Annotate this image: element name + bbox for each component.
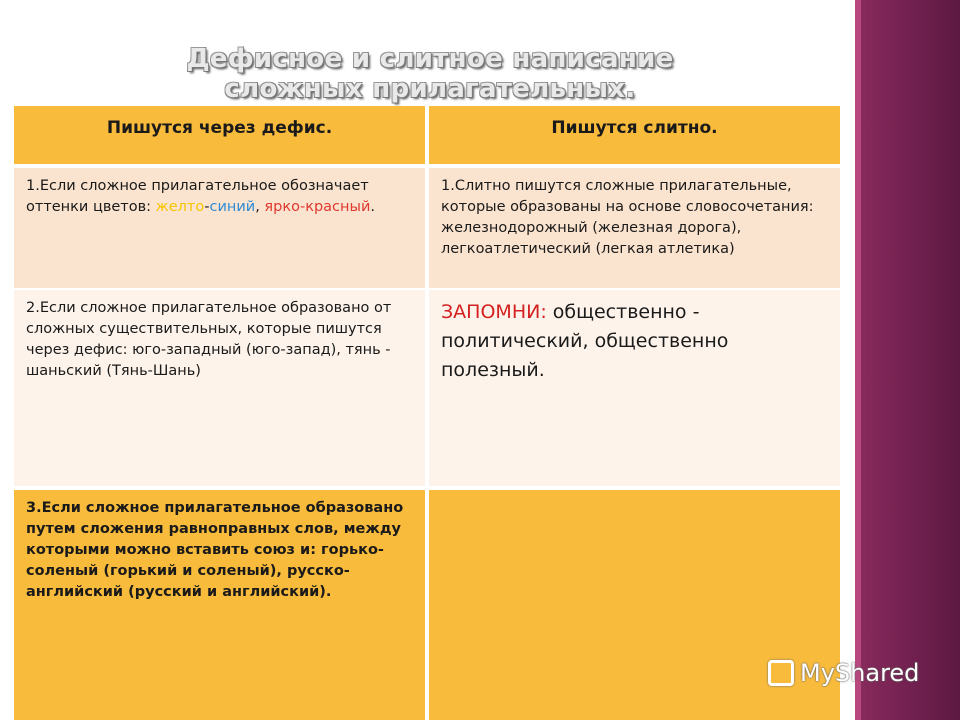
row2-left-cell: 2.Если сложное прилагательное образовано от сложных существительных, которые пишутся через дефис: юго-западный (юго-запад), тянь - шаньский (Тянь-Шань) [14, 290, 425, 486]
row2-right-cell [429, 290, 840, 486]
example-dash: - [204, 199, 210, 215]
row1-left-text: 1.Если сложное прилагательное обозначает оттенки цветов: [26, 178, 369, 215]
sidebar-stripe [855, 0, 861, 720]
row1-left-end: . [370, 199, 375, 215]
example-red: ярко-красный [264, 199, 371, 215]
header-solid: Пишутся слитно. [429, 106, 840, 164]
sidebar-decoration [855, 0, 960, 720]
rules-table [14, 106, 840, 720]
example-blue: синий [209, 199, 256, 215]
presentation-icon [768, 660, 794, 686]
remember-text: общественно - политический, общественно полезный. [441, 301, 729, 381]
example-yellow: желто [155, 199, 205, 215]
example-comma: , [255, 199, 265, 215]
row3-left-cell: 3.Если сложное прилагательное образовано путем сложения равноправных слов, между которыми можно вставить союз и: горько-соленый (горький и соленый), русско-английский (русский и английский). [14, 490, 425, 720]
row1-left-cell [14, 168, 425, 288]
remember-label: ЗАПОМНИ: [441, 301, 547, 323]
header-hyphen: Пишутся через дефис. [14, 106, 425, 164]
row1-right-cell: 1.Слитно пишутся сложные прилагательные, которые образованы на основе словосочетания: железнодорожный (железная дорога), легкоатлетический (легкая атлетика) [429, 168, 840, 288]
watermark-logo [768, 656, 919, 690]
watermark-text: MyShared [800, 659, 920, 687]
slide-title: Дефисное и слитное написание сложных прилагательных. [186, 44, 674, 104]
